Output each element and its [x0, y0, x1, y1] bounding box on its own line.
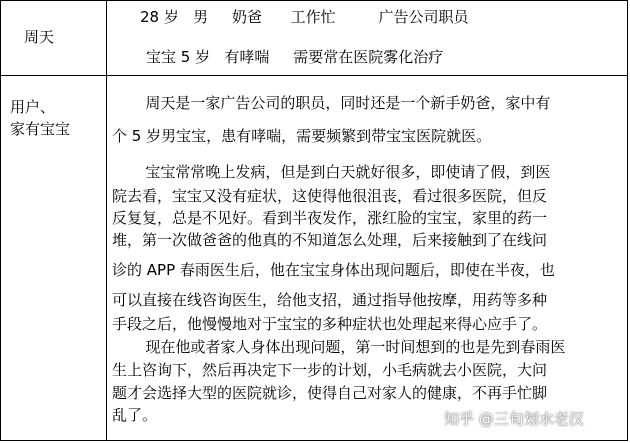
story-line: 可以直接在线咨询医生，给他支招，通过指导他按摩，用药等多种: [112, 291, 548, 309]
persona-category-label-line1: 用户、: [10, 98, 56, 116]
persona-attributes: 28 岁 男 奶爸 工作忙 广告公司职员: [140, 8, 469, 26]
story-line: 周天是一家广告公司的职员，同时还是一个新手奶爸，家中有: [112, 94, 551, 112]
story-line: 手段之后，他慢慢地对于宝宝的多种症状也处理起来得心应手了。: [112, 315, 548, 333]
persona-category-label-line2: 家有宝宝: [10, 120, 71, 138]
child-attributes: 宝宝 5 岁 有哮喘 需要常在医院雾化治疗: [146, 48, 444, 66]
persona-name-label: 周天: [24, 28, 55, 46]
story-line: 堆，第一次做爸爸的他真的不知道怎么处理，后来接触到了在线问: [112, 231, 548, 249]
story-line: 诊的 APP 春雨医生后，他在宝宝身体出现问题后，即使在半夜，也: [112, 261, 555, 279]
column-divider: [106, 0, 107, 441]
zhihu-watermark: 知乎 @三旬划水老汉: [444, 410, 584, 428]
story-line: 宝宝常常晚上发病，但是到白天就好很多，即使请了假，到医: [112, 163, 551, 181]
story-line: 现在他或者家人身体出现问题，第一时间想到的也是先到春雨医: [112, 338, 566, 356]
story-line: 题才会选择大型的医院就诊，使得自己对家人的健康，不再手忙脚: [112, 384, 548, 402]
row-divider: [0, 75, 628, 76]
story-line: 乱了。: [112, 406, 158, 424]
story-line: 反复复，总是不见好。看到半夜发作，涨红脸的宝宝，家里的药一: [112, 209, 548, 227]
story-line: 个 5 岁男宝宝，患有哮喘，需要频繁到带宝宝医院就医。: [112, 127, 492, 145]
story-line: 生上咨询下，然后再决定下一步的计划，小毛病就去小医院，大问: [112, 361, 548, 379]
story-line: 院去看，宝宝又没有症状，这使得他很沮丧，看过很多医院，但反: [112, 187, 548, 205]
